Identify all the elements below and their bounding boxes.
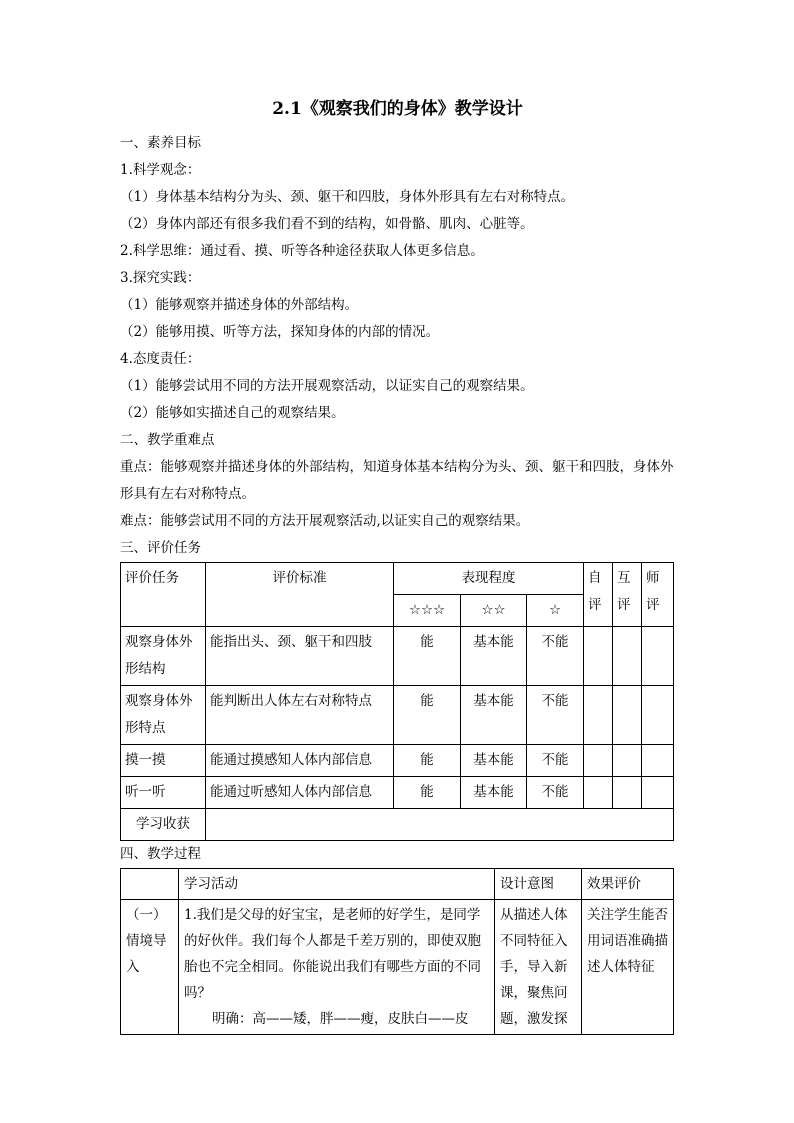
difficulty-text: 难点：能够尝试用不同的方法开展观察活动,以证实自己的观察结果。: [120, 513, 530, 529]
level-cell: 能: [394, 777, 461, 809]
standard-cell: 能指出头、颈、躯干和四肢: [206, 627, 394, 686]
self-eval-cell: [584, 745, 613, 777]
gain-content-cell: [206, 809, 674, 841]
level-cell: 不能: [527, 745, 584, 777]
level-cell: 不能: [527, 627, 584, 686]
teacher-eval-cell: [642, 745, 674, 777]
self-eval-cell: [584, 627, 613, 686]
task-cell: 观察身体外形结构: [121, 627, 206, 686]
activity-cell: [179, 900, 495, 1035]
header-performance: 表现程度: [394, 563, 584, 595]
goal-line: 3.探究实践：: [120, 270, 201, 286]
effect-cell: 关注学生能否用词语准确描述人体特征: [582, 900, 674, 1035]
goal-line: （1）能够尝试用不同的方法开展观察活动，以证实自己的观察结果。: [120, 378, 534, 394]
peer-eval-cell: [613, 627, 642, 686]
level-cell: 基本能: [461, 777, 527, 809]
header-standard: 评价标准: [206, 563, 394, 627]
header-self: 自评: [584, 563, 613, 627]
header-stage: [121, 869, 179, 900]
key-point-text: 重点：能够观察并描述身体的外部结构，知道身体基本结构分为头、颈、躯干和四肢，身体外形具有左右对称特点。: [120, 459, 674, 502]
goal-line: （2）能够用摸、听等方法，探知身体的内部的情况。: [120, 324, 440, 340]
teacher-eval-cell: [642, 686, 674, 745]
table-row: [121, 900, 674, 1035]
document-title: 2.1《观察我们的身体》教学设计: [272, 99, 523, 119]
level-cell: 不能: [527, 777, 584, 809]
standard-cell: 能通过摸感知人体内部信息: [206, 745, 394, 777]
level-cell: 基本能: [461, 686, 527, 745]
peer-eval-cell: [613, 745, 642, 777]
header-peer: 互评: [613, 563, 642, 627]
header-task: 评价任务: [121, 563, 206, 627]
peer-eval-cell: [613, 686, 642, 745]
section-heading-key-points: 二、教学重难点: [120, 432, 215, 448]
process-table: [120, 868, 674, 1035]
gain-label-cell: 学习收获: [121, 809, 206, 841]
header-activity: 学习活动: [179, 869, 495, 900]
goal-line: 4.态度责任：: [120, 351, 201, 367]
level-cell: 能: [394, 745, 461, 777]
table-row: [121, 627, 674, 686]
goal-line: （1）能够观察并描述身体的外部结构。: [120, 297, 359, 313]
header-one-star: ☆: [527, 595, 584, 627]
task-cell: 摸一摸: [121, 745, 206, 777]
peer-eval-cell: [613, 777, 642, 809]
header-effect: 效果评价: [582, 869, 674, 900]
level-cell: 能: [394, 627, 461, 686]
clarify-text: 明确：高——矮，胖——瘦，皮肤白——皮: [212, 1011, 469, 1027]
level-cell: 能: [394, 686, 461, 745]
section-heading-process: 四、教学过程: [120, 846, 201, 862]
table-row: [121, 809, 674, 841]
evaluation-table: [120, 562, 674, 841]
table-row: [121, 686, 674, 745]
goal-line: （2）能够如实描述自己的观察结果。: [120, 405, 345, 421]
stage-cell: （一）情境导入: [121, 900, 179, 1035]
self-eval-cell: [584, 777, 613, 809]
standard-cell: 能通过听感知人体内部信息: [206, 777, 394, 809]
activity-text: 1.我们是父母的好宝宝，是老师的好学生，是同学的好伙伴。我们每个人都是千差万别的，即使双胞胎也不完全相同。你能说出我们有哪些方面的不同吗？: [184, 907, 481, 1001]
level-cell: 基本能: [461, 745, 527, 777]
level-cell: 不能: [527, 686, 584, 745]
table-row: [121, 777, 674, 809]
document-page: [120, 96, 675, 1035]
task-cell: 观察身体外形特点: [121, 686, 206, 745]
goal-line: （2）身体内部还有很多我们看不到的结构，如骨骼、肌肉、心脏等。: [120, 216, 534, 232]
teacher-eval-cell: [642, 627, 674, 686]
level-cell: 基本能: [461, 627, 527, 686]
teacher-eval-cell: [642, 777, 674, 809]
goal-line: （1）身体基本结构分为头、颈、躯干和四肢，身体外形具有左右对称特点。: [120, 189, 575, 205]
task-cell: 听一听: [121, 777, 206, 809]
table-row: [121, 745, 674, 777]
standard-cell: 能判断出人体左右对称特点: [206, 686, 394, 745]
section-heading-evaluation: 三、评价任务: [120, 540, 201, 556]
goal-line: 2.科学思维：通过看、摸、听等各种途径获取人体更多信息。: [120, 243, 484, 259]
header-teacher: 师评: [642, 563, 674, 627]
section-heading-goals: 一、素养目标: [120, 135, 201, 151]
header-intent: 设计意图: [495, 869, 582, 900]
self-eval-cell: [584, 686, 613, 745]
header-three-stars: ☆☆☆: [394, 595, 461, 627]
goal-line: 1.科学观念：: [120, 162, 201, 178]
intent-cell: 从描述人体不同特征入手，导入新课，聚焦问题，激发探: [495, 900, 582, 1035]
header-two-stars: ☆☆: [461, 595, 527, 627]
